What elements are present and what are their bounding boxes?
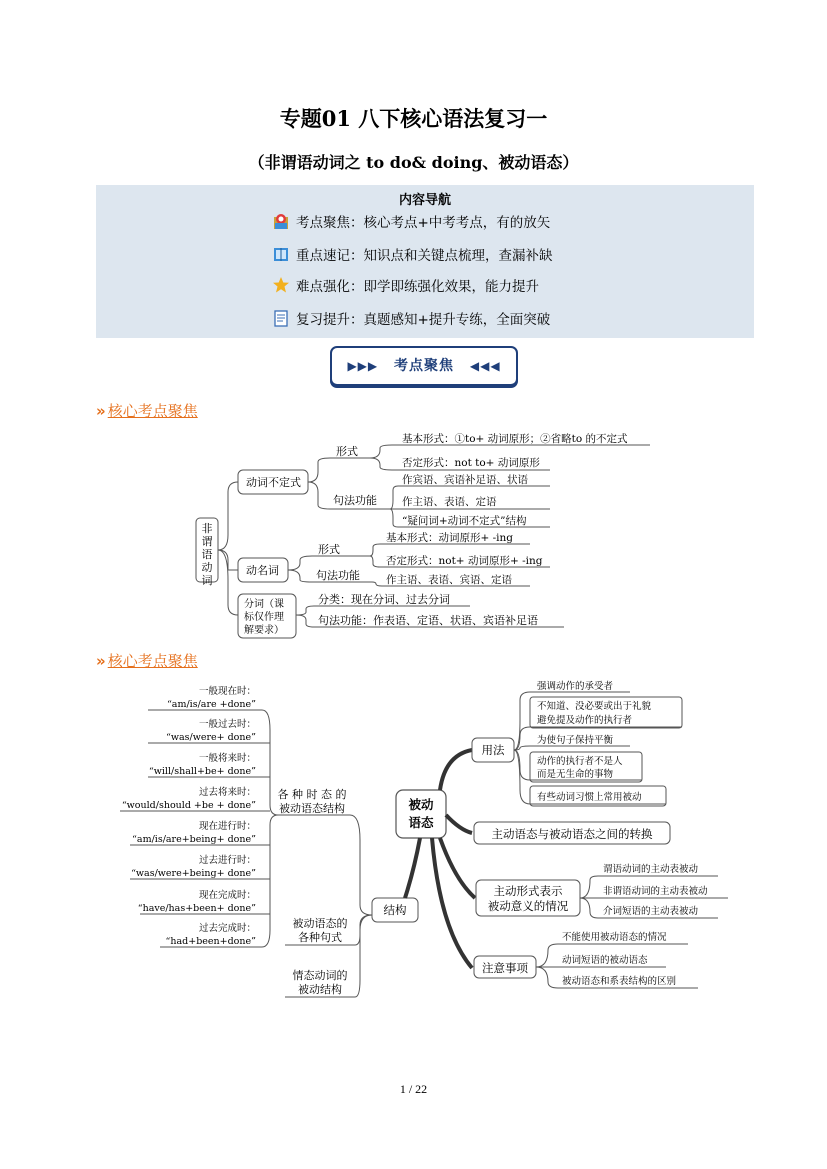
tense-form: “am/is/are +done”	[166, 699, 256, 710]
usage-item: 不知道、没必要或出于礼貌	[537, 701, 652, 712]
map1-leaf: 作主语、表语、宾语、定语	[386, 574, 512, 586]
left-arrows-icon: ▶▶▶	[347, 359, 379, 373]
tense-form: “have/has+been+ done”	[137, 903, 256, 914]
active-form-label: 主动形式表示	[493, 884, 563, 898]
right-arrows-icon: ◀◀◀	[469, 359, 501, 373]
double-chevron-icon: »	[96, 402, 106, 420]
map1-sub-label: 形式	[336, 445, 358, 458]
tense-name: 一般过去时：	[198, 719, 256, 730]
notes-label: 注意事项	[482, 961, 528, 975]
map1-branch-label: 动词不定式	[246, 476, 301, 489]
map1-root-char: 词	[201, 574, 213, 587]
notes-item: 动词短语的被动语态	[562, 955, 648, 966]
connector	[262, 710, 278, 815]
usage-item: 而是无生命的事物	[537, 769, 614, 780]
tense-name: 现在完成时：	[198, 890, 256, 901]
map1-leaf: 否定形式：not+ 动词原形+ -ing	[386, 555, 543, 567]
tense-form: “will/shall+be+ done”	[148, 766, 256, 777]
map1-root-char: 谓	[201, 535, 213, 548]
map2-root-label: 语态	[408, 815, 434, 830]
section-heading-1: » 核心考点聚焦	[96, 402, 198, 420]
map2-root-label: 被动	[408, 797, 434, 812]
tense-form: “was/were+ done”	[165, 732, 256, 743]
map1-leaf: 否定形式：not to+ 动词原形	[402, 457, 540, 469]
connector	[262, 815, 278, 947]
map1-leaf: 基本形式：①to+ 动词原形；②省略to 的不定式	[402, 433, 628, 445]
tense-name: 过去完成时：	[198, 923, 256, 934]
map1-root-char: 语	[201, 548, 213, 561]
map1-sub-label: 形式	[318, 543, 340, 556]
usage-label: 用法	[481, 743, 505, 757]
usage-item: 避免提及动作的执行者	[537, 715, 633, 726]
usage-item: 有些动词习惯上常用被动	[537, 792, 642, 803]
section-heading-2: » 核心考点聚焦	[96, 652, 198, 670]
map1-branch-label-line: 解要求）	[244, 625, 284, 636]
notes-item: 不能使用被动语态的情况	[562, 932, 667, 943]
tense-group-label: 被动语态结构	[279, 802, 345, 815]
conversion-label: 主动语态与被动语态之间的转换	[491, 827, 653, 841]
tense-group-label: 各 种 时 态 的	[277, 788, 347, 801]
tense-form: “was/were+being+ done”	[131, 868, 256, 879]
banner-label: 考点聚焦	[394, 358, 454, 374]
active-item: 谓语动词的主动表被动	[603, 864, 699, 875]
double-chevron-icon: »	[96, 652, 106, 670]
page-subtitle: （非谓语动词之 to do& doing、被动语态）	[248, 153, 579, 172]
tense-name: 现在进行时：	[198, 821, 256, 832]
sentence-patterns-label: 各种句式	[298, 931, 342, 944]
map1-sub-label: 句法功能	[333, 494, 377, 507]
map1-sub-label: 句法功能	[316, 569, 360, 582]
structure-label: 结构	[383, 903, 407, 917]
tense-form: “would/should +be + done”	[121, 800, 256, 811]
page-title: 专题01 八下核心语法复习一	[279, 106, 548, 131]
map1-leaf: 基本形式：动词原形+ -ing	[386, 532, 514, 544]
tense-name: 过去将来时：	[198, 787, 256, 798]
active-form-label: 被动意义的情况	[487, 899, 569, 913]
sentence-patterns-label: 被动语态的	[292, 917, 348, 930]
connector	[350, 815, 372, 915]
tense-form: “am/is/are+being+ done”	[132, 834, 256, 845]
connector	[405, 838, 420, 898]
tense-name: 过去进行时：	[198, 855, 256, 866]
modal-label: 情态动词的	[292, 969, 348, 982]
modal-label: 被动结构	[298, 983, 342, 996]
nav-heading: 内容导航	[398, 193, 451, 208]
map1-sub-label: 分类：现在分词、过去分词	[318, 593, 450, 606]
tense-form: “had+been+done”	[165, 936, 256, 947]
usage-item: 强调动作的承受者	[537, 681, 614, 692]
nav-item-label: 考点聚焦：核心考点+中考考点，有的放矢	[296, 215, 551, 231]
map1-root-char: 非	[201, 522, 213, 535]
page-number: 1 / 22	[399, 1082, 428, 1096]
tense-name: 一般将来时：	[198, 753, 256, 764]
usage-item: 为使句子保持平衡	[537, 735, 614, 746]
map1-root-char: 动	[201, 561, 213, 574]
map1-leaf: 作主语、表语、定语	[402, 496, 497, 508]
map1-leaf: 作宾语、宾语补足语、状语	[402, 474, 528, 486]
map1-branch-label: 动名词	[246, 564, 279, 577]
map1-sub-label: 句法功能：作表语、定语、状语、宾语补足语	[318, 614, 538, 627]
usage-item: 动作的执行者不是人	[537, 756, 623, 767]
map1-branch-label-line: 分词（课	[244, 599, 284, 610]
tense-name: 一般现在时：	[198, 686, 256, 697]
notes-item: 被动语态和系表结构的区别	[562, 976, 677, 987]
active-item: 介词短语的主动表被动	[603, 906, 699, 917]
map1-branch-label-line: 标仅作理	[244, 612, 284, 623]
nav-item-label: 难点强化：即学即练强化效果，能力提升	[296, 279, 539, 295]
nav-item-label: 复习提升：真题感知+提升专练，全面突破	[296, 312, 551, 328]
active-item: 非谓语动词的主动表被动	[603, 886, 708, 897]
map1-leaf: “疑问词+动词不定式”结构	[402, 515, 527, 527]
nav-item-label: 重点速记：知识点和关键点梳理，查漏补缺	[296, 248, 553, 264]
